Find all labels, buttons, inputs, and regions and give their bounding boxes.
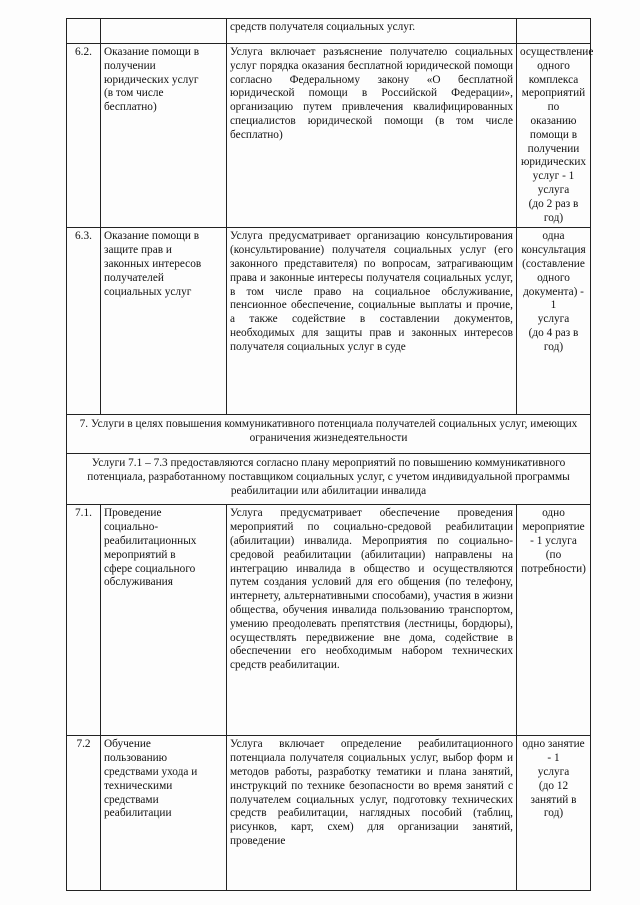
table-row bbox=[67, 44, 591, 228]
service-name: Проведение социально- реабилитационных мероприятий в сфере социального обслуживания bbox=[101, 505, 227, 736]
service-volume bbox=[517, 19, 591, 44]
section-note-row bbox=[67, 454, 591, 505]
service-description: Услуга предусматривает организацию консультирования (консультирование) получателя социальных услуг (его законного представителя) по вопросам, затрагивающим права и законные интересы получателя социальных услуг, в том числе право на социальное обслуживание, пенсионное обеспечение, социальные выплаты и прочие, а также содействие в составлении документов, необходимых для защиты прав и законных интересов получателя социальных услуг в суде bbox=[227, 228, 517, 415]
row-number: 7.1. bbox=[67, 505, 101, 736]
services-table bbox=[66, 18, 594, 891]
table-row bbox=[67, 228, 591, 415]
table-row bbox=[67, 736, 591, 891]
row-number: 6.2. bbox=[67, 44, 101, 228]
row-number bbox=[67, 19, 101, 44]
service-name: Обучение пользованию средствами ухода и техническими средствами реабилитации bbox=[101, 736, 227, 891]
section-heading-row bbox=[67, 415, 591, 454]
service-volume: одно занятие - 1 услуга (до 12 занятий в год) bbox=[517, 736, 591, 891]
service-name: Оказание помощи в получении юридических услуг (в том числе бесплатно) bbox=[101, 44, 227, 228]
table-row bbox=[67, 505, 591, 736]
row-number: 7.2 bbox=[67, 736, 101, 891]
service-description: средств получателя социальных услуг. bbox=[227, 19, 517, 44]
section-note: Услуги 7.1 – 7.3 предоставляются согласно плану мероприятий по повышению коммуникативного потенциала, разработанному поставщиком социальных услуг, с учетом индивидуальной программы реабилитации или абилитации инвалида bbox=[67, 454, 591, 505]
service-name bbox=[101, 19, 227, 44]
service-volume: одно мероприятие - 1 услуга (по потребности) bbox=[517, 505, 591, 736]
service-volume: осуществление одного комплекса мероприятий по оказанию помощи в получении юридических услуг - 1 услуга (до 2 раз в год) bbox=[517, 44, 591, 228]
service-name: Оказание помощи в защите прав и законных интересов получателей социальных услуг bbox=[101, 228, 227, 415]
service-description: Услуга включает разъяснение получателю социальных услуг порядка оказания бесплатной юридической помощи согласно Федеральному закону «О бесплатной юридической помощи в Российской Федерации», организацию путем привлечения квалифицированных специалистов юридической помощи (в том числе бесплатно) bbox=[227, 44, 517, 228]
service-description: Услуга включает определение реабилитационного потенциала получателя социальных услуг, выбор форм и методов работы, разработку тематики и плана занятий, инструкций по технике безопасности во время занятий с получателем социальных услуг, подготовку технических средств реабилитации, наглядных пособий (таблиц, рисунков, карт, схем) для организации занятий, проведение bbox=[227, 736, 517, 891]
section-heading: 7. Услуги в целях повышения коммуникативного потенциала получателей социальных услуг, имеющих ограничения жизнедеятельности bbox=[67, 415, 591, 454]
table-row bbox=[67, 19, 591, 44]
service-description: Услуга предусматривает обеспечение проведения мероприятий по социально-средовой реабилитации (абилитации) инвалида. Мероприятия по социально-средовой реабилитации (абилитации) направлены на интеграцию инвалида в общество и осуществляются путем создания условий для его общения (по телефону, интернету, альтернативными способами), участия в жизни общества, обучения инвалида пользованию транспортом, умению преодолевать препятствия (лестницы, бордюры), осуществлять передвижение вне дома, содействие в обеспечении его необходимым набором технических средств реабилитации. bbox=[227, 505, 517, 736]
service-volume: одна консультация (составление одного документа) - 1 услуга (до 4 раз в год) bbox=[517, 228, 591, 415]
row-number: 6.3. bbox=[67, 228, 101, 415]
